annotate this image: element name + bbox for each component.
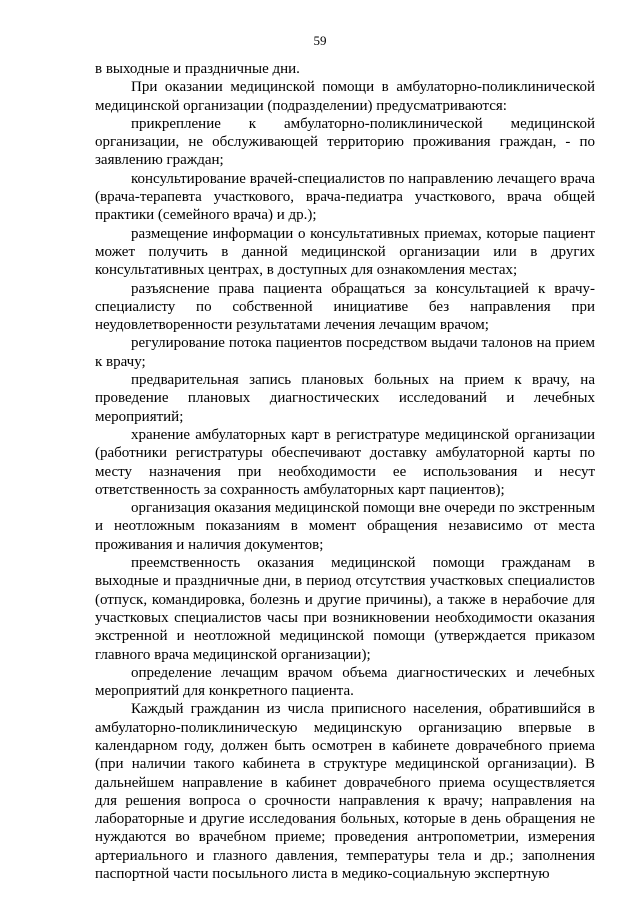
paragraph-intro: При оказании медицинской помощи в амбулаторно-поликлинической медицинской организации (подразделении) предусматриваются: [95, 79, 595, 114]
paragraph-first-visit: Каждый гражданин из числа приписного населения, обратившийся в амбулаторно-поликлиническую медицинскую организацию впервые в календарном году, должен быть осмотрен в кабинете доврачебного приема (при наличии такого кабинета в структуре медицинской организации). В дальнейшем направление в кабинет доврачебного приема осуществляется для решения вопроса о срочности направления к врачу; направления на лабораторные и другие исследования больных, которые в день обращения не нуждаются во врачебном приеме; проведения антропометрии, измерения артериального и глазного давления, температуры тела и др.; заполнения паспортной части посыльного листа в медико-социальную экспертную [95, 701, 595, 883]
list-item-emergency-care: организация оказания медицинской помощи вне очереди по экстренным и неотложным показаниям в момент обращения независимо от места проживания и наличия документов; [95, 500, 595, 553]
document-body [95, 60, 595, 883]
list-item-continuity: преемственность оказания медицинской помощи гражданам в выходные и праздничные дни, в период отсутствия участковых специалистов (отпуск, командировка, болезнь и другие причины), а также в нерабочие для участковых специалистов часы при возникновении необходимости оказания экстренной и неотложной медицинской помощи (утверждается приказом главного врача медицинской организации); [95, 555, 595, 663]
list-item-preregistration: предварительная запись плановых больных на прием к врачу, на проведение плановых диагностических исследований и лечебных мероприятий; [95, 372, 595, 425]
list-item-patient-rights: разъяснение права пациента обращаться за консультацией к врачу-специалисту по собственной инициативе без направления при неудовлетворенности результатами лечения лечащим врачом; [95, 280, 595, 334]
page-number: 59 [313, 33, 327, 48]
list-item-consultation: консультирование врачей-специалистов по направлению лечащего врача (врача-терапевта участкового, врача-педиатра участкового, врача общей практики (семейного врача) и др.); [95, 170, 595, 224]
paragraph-continuation: в выходные и праздничные дни. [95, 61, 300, 77]
list-item-scope-determination: определение лечащим врачом объема диагностических и лечебных мероприятий для конкретного пациента. [95, 664, 595, 700]
list-item-card-storage: хранение амбулаторных карт в регистратуре медицинской организации (работники регистратуры обеспечивают доставку амбулаторной карты по месту назначения при необходимости ее использования и несут ответственность за сохранность амбулаторных карт пациентов); [95, 426, 595, 498]
list-item-flow-regulation: регулирование потока пациентов посредством выдачи талонов на прием к врачу; [95, 335, 595, 370]
list-item-attachment: прикрепление к амбулаторно-поликлинической медицинской организации, не обслуживающей территорию проживания граждан, - по заявлению граждан; [95, 115, 595, 169]
list-item-information: размещение информации о консультативных приемах, которые пациент может получить в данной медицинской организации или в других консультативных центрах, в доступных для ознакомления местах; [95, 225, 595, 279]
